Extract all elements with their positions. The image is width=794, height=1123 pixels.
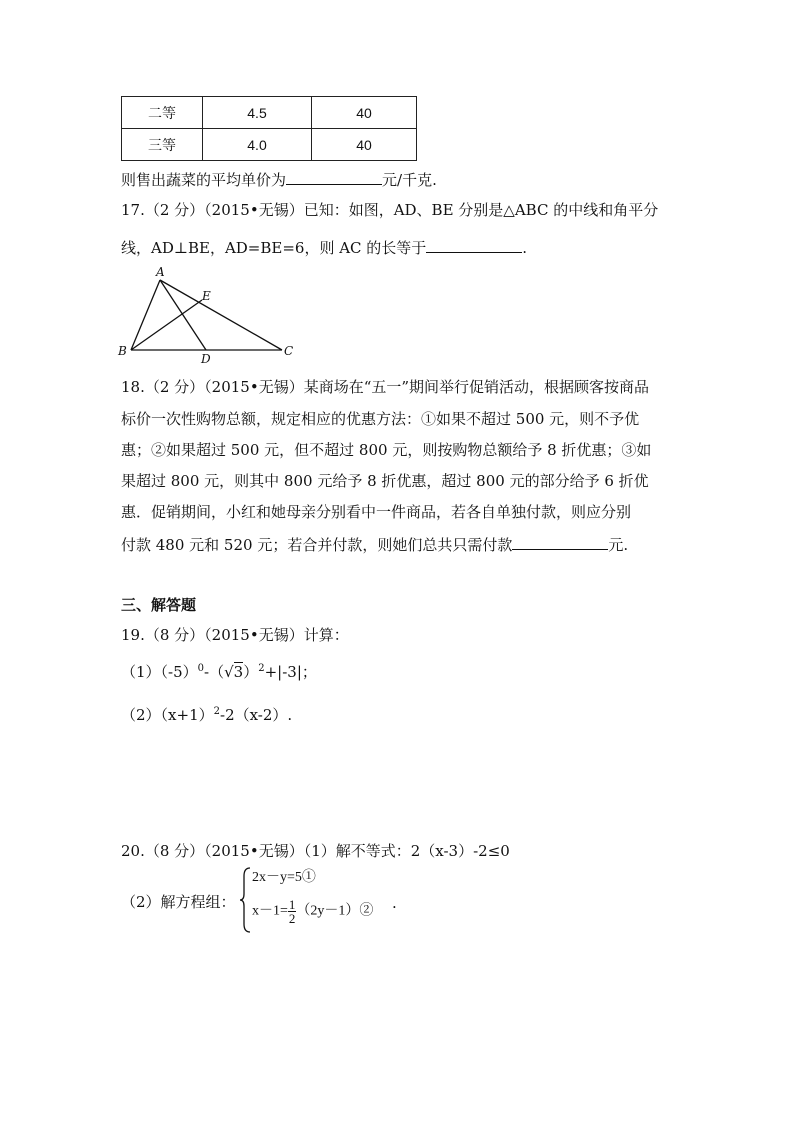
q16-prefix: 则售出蔬菜的平均单价为	[121, 171, 287, 189]
q20-end: .	[392, 894, 397, 912]
q16-suffix: 元/千克.	[382, 171, 437, 189]
table-cell: 三等	[122, 129, 203, 161]
q17-line2-suffix: .	[522, 239, 528, 257]
q20-header: 20.（8 分）（2015•无锡）（1）解不等式：2（x-3）-2≤0	[121, 842, 510, 860]
brace-icon	[238, 866, 252, 934]
side-ac	[160, 280, 282, 350]
q19-p1-d: +|-3|；	[264, 663, 317, 681]
equation-1: 2x－y=5①	[252, 870, 316, 885]
table-cell: 40	[312, 129, 417, 161]
label-e: E	[202, 289, 211, 303]
q18-line6	[121, 533, 628, 555]
q19-p1-b: -（	[204, 663, 225, 681]
q19-p2-a: （2）（x+1）	[121, 706, 214, 724]
q17-line1: 17.（2 分）（2015•无锡）已知：如图，AD、BE 分别是△ABC 的中线和角平分	[121, 201, 659, 219]
answer-blank[interactable]	[286, 168, 382, 185]
q19-p2-b: -2（x-2）.	[220, 706, 293, 724]
eq2-left: x－1=	[252, 903, 288, 919]
triangle-figure	[112, 264, 302, 368]
fraction-numerator: 1	[288, 897, 296, 912]
q17-line2-prefix: 线，AD⊥BE，AD=BE=6，则 AC 的长等于	[121, 239, 427, 257]
answer-blank[interactable]	[512, 533, 608, 550]
q19-p1-c: ）	[243, 663, 259, 681]
equation-2	[252, 898, 373, 925]
sqrt-icon: √	[224, 663, 234, 681]
grade-table	[121, 96, 417, 161]
q18-line3: 惠；②如果超过 500 元，但不超过 800 元，则按购物总额给予 8 折优惠；③如	[121, 441, 652, 459]
q18-line6-suffix: 元.	[608, 536, 629, 554]
label-d: D	[201, 352, 211, 366]
exponent: 0	[197, 663, 205, 674]
table-cell: 二等	[122, 97, 203, 129]
q18-line2: 标价一次性购物总额，规定相应的优惠方法：①如果不超过 500 元，则不予优	[121, 410, 640, 428]
radicand: 3	[233, 663, 244, 681]
section-title: 三、解答题	[121, 596, 197, 614]
q19-p1-a: （1）（-5）	[121, 663, 198, 681]
q20-part2-label: （2）解方程组：	[121, 893, 236, 911]
table-cell: 40	[312, 97, 417, 129]
label-b: B	[118, 344, 127, 358]
q18-line4: 果超过 800 元，则其中 800 元给予 8 折优惠，超过 800 元的部分给予 6 折优	[121, 472, 649, 490]
exponent: 2	[213, 706, 220, 717]
q16-line	[121, 168, 437, 190]
fraction-denominator: 2	[288, 911, 296, 926]
table-row	[122, 129, 417, 161]
exponent: 2	[258, 663, 265, 674]
label-c: C	[284, 344, 294, 358]
q19-part2	[121, 704, 292, 725]
table-cell: 4.0	[203, 129, 312, 161]
answer-blank[interactable]	[426, 236, 522, 253]
label-a: A	[156, 265, 165, 279]
table-cell: 4.5	[203, 97, 312, 129]
q18-line1: 18.（2 分）（2015•无锡）某商场在“五一”期间举行促销活动，根据顾客按商品	[121, 378, 650, 396]
eq2-right: （2y－1）②	[296, 903, 374, 919]
q19-header: 19.（8 分）（2015•无锡）计算：	[121, 626, 349, 644]
median-ad	[160, 280, 206, 350]
q17-line2	[121, 236, 527, 258]
q18-line5: 惠．促销期间，小红和她母亲分别看中一件商品，若各自单独付款，则应分别	[121, 503, 632, 521]
q19-part1	[121, 661, 317, 682]
table-row	[122, 97, 417, 129]
q18-line6-prefix: 付款 480 元和 520 元；若合并付款，则她们总共只需付款	[121, 536, 513, 554]
